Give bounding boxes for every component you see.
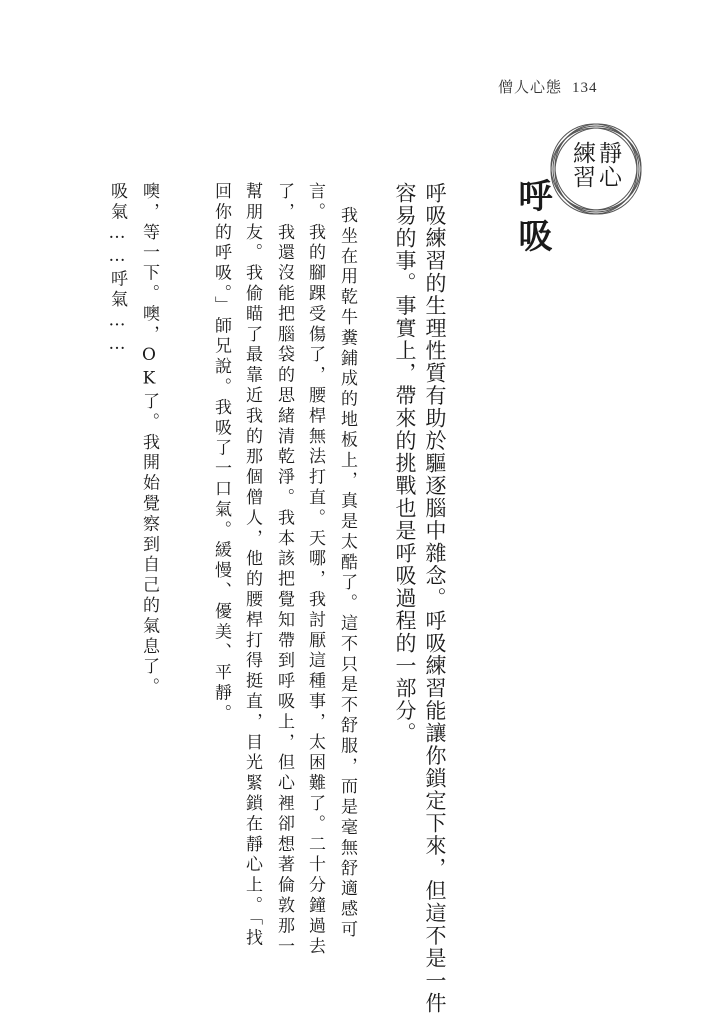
badge-line-2: 練習 xyxy=(569,141,595,189)
body-line-4: 幫朋友。我偷瞄了最靠近我的那個僧人，他的腰桿打得挺直，目光緊鎖在靜心上。「找 xyxy=(242,182,262,949)
running-header xyxy=(498,76,658,97)
meditation-practice-badge xyxy=(569,141,621,189)
body-line-2: 言。我的腳踝受傷了，腰桿無法打直。天哪，我討厭這種事，太困難了。二十分鐘過去 xyxy=(305,182,325,958)
chapter-title: 僧人心態 xyxy=(498,78,563,96)
page-number: 134 xyxy=(572,80,598,96)
body-line-3: 了，我還沒能把腦袋的思緒清乾淨。我本該把覺知帶到呼吸上，但心裡卻想著倫敦那一 xyxy=(274,182,294,958)
badge-line-1: 靜心 xyxy=(595,141,621,189)
intro-line-1: 呼吸練習的生理性質有助於驅逐腦中雜念。呼吸練習能讓你鎖定下來，但這不是一件 xyxy=(423,182,447,1015)
body-line-5: 回你的呼吸。」師兄說。我吸了一口氣。緩慢、優美、平靜。 xyxy=(211,182,231,725)
intro-line-2: 容易的事。事實上，帶來的挑戰也是呼吸過程的一部分。 xyxy=(393,182,417,745)
section-title: 呼吸 xyxy=(512,178,552,258)
body-line-7: 吸氣……呼氣…… xyxy=(107,182,127,358)
body-line-1: 我坐在用乾牛糞鋪成的地板上，真是太酷了。這不只是不舒服，而是毫無舒適感可 xyxy=(337,206,357,941)
body-line-6: 噢，等一下。噢，OK了。我開始覺察到自己的氣息了。 xyxy=(139,182,159,698)
